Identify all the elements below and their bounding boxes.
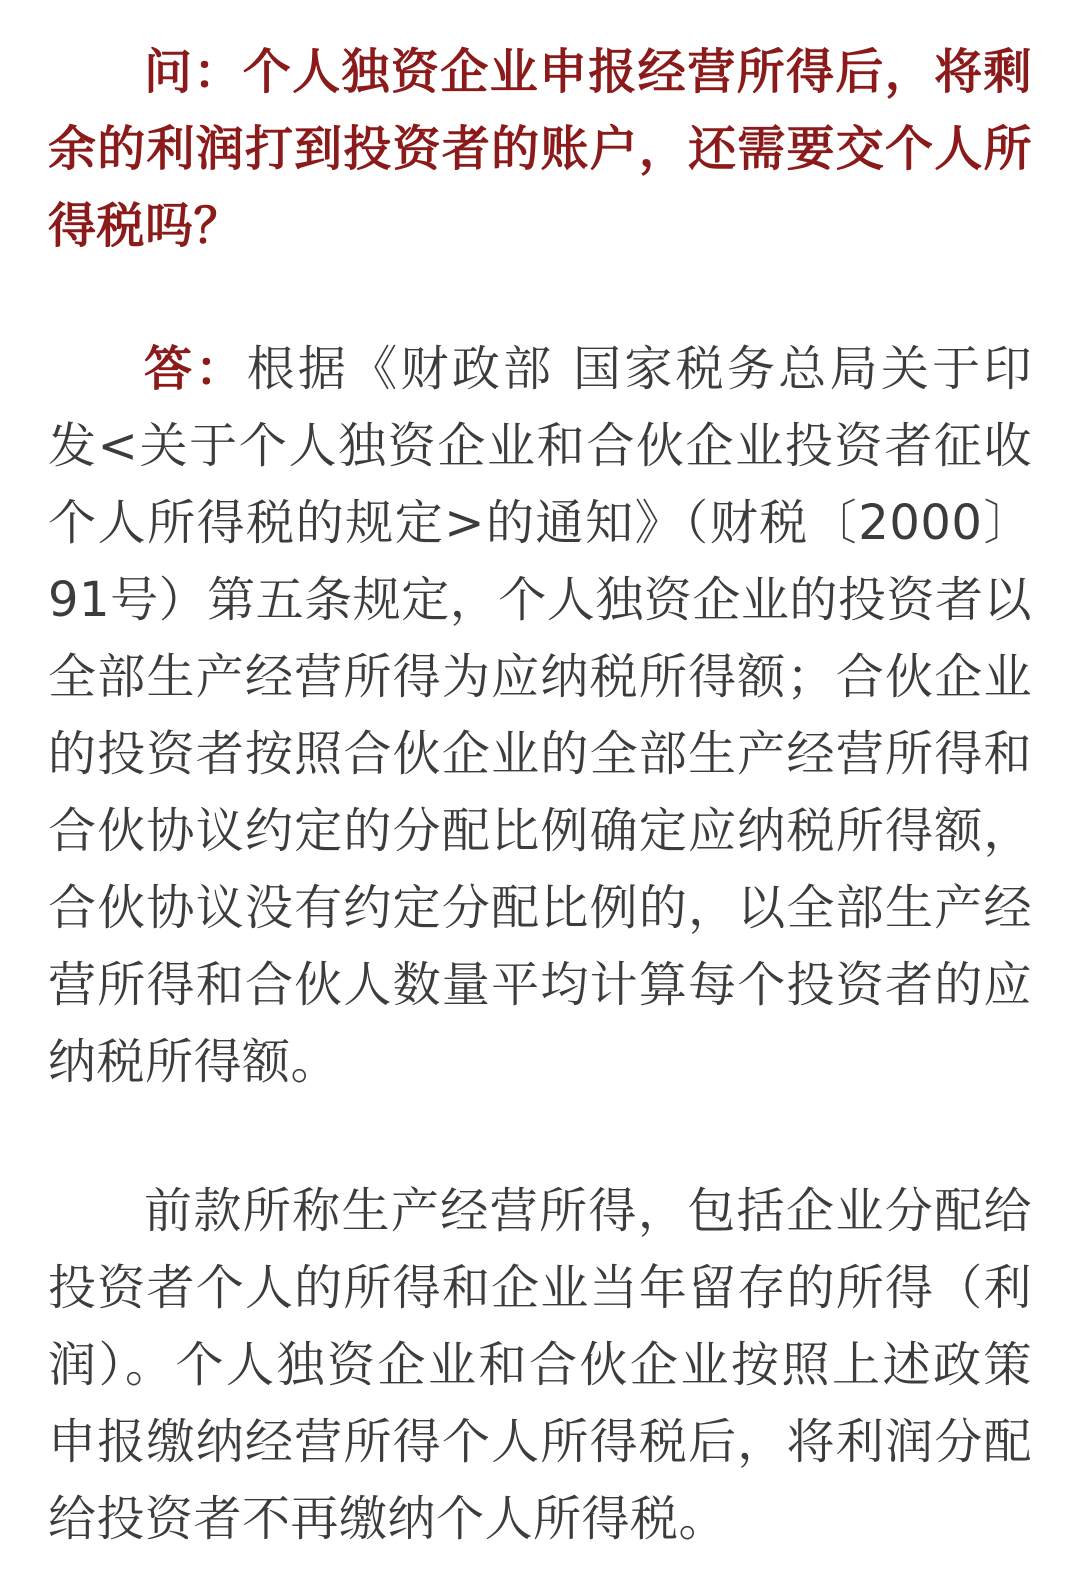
answer-text: 根据《财政部 国家税务总局关于印发<关于个人独资企业和合伙企业投资者征收个人所得税的规定>的通知》（财税〔2000〕91号）第五条规定，个人独资企业的投资者以全部生产经营所得为应纳税所得额；合伙企业的投资者按照合伙企业的全部生产经营所得和合伙协议约定的分配比例确定应纳税所得额，合伙协议没有约定分配比例的，以全部生产经营所得和合伙人数量平均计算每个投资者的应纳税所得额。 bbox=[48, 341, 1032, 1090]
explanation-paragraph: 前款所称生产经营所得，包括企业分配给投资者个人的所得和企业当年留存的所得（利润）。个人独资企业和合伙企业按照上述政策申报缴纳经营所得个人所得税后，将利润分配给投资者不再缴纳个人所得税。 bbox=[48, 1183, 1032, 1547]
answer-prefix: 答： bbox=[144, 341, 247, 397]
article-body bbox=[48, 34, 1032, 1558]
answer-paragraph bbox=[48, 331, 1032, 1101]
question-text: 个人独资企业申报经营所得后，将剩余的利润打到投资者的账户，还需要交个人所得税吗？ bbox=[48, 44, 1032, 254]
question-paragraph bbox=[48, 34, 1032, 265]
question-prefix: 问： bbox=[144, 44, 243, 100]
